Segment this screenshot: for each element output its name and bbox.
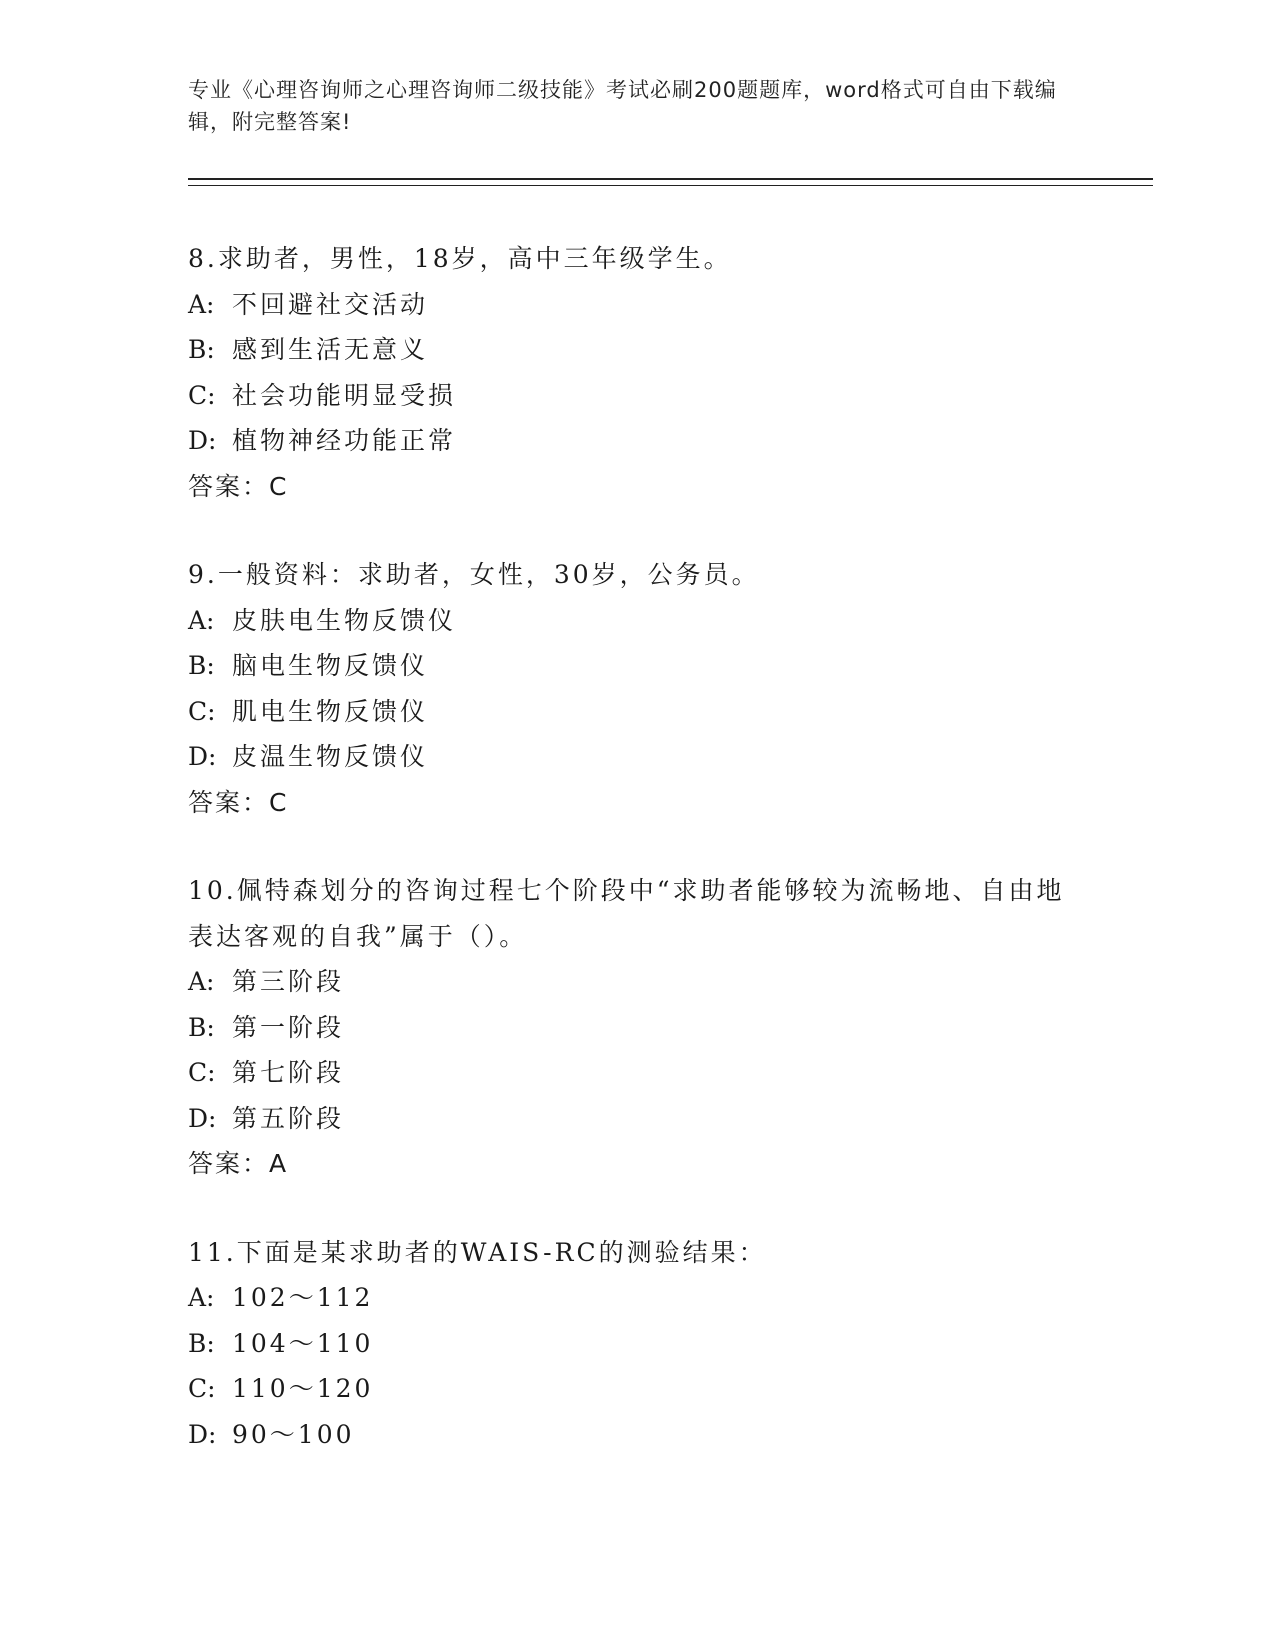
option-a [188, 282, 1088, 328]
question-stem: 10.佩特森划分的咨询过程七个阶段中“求助者能够较为流畅地、自由地表达客观的自我”属于（）。 [188, 876, 1065, 951]
option-letter: A: [188, 1283, 215, 1312]
option-text: 104～110 [232, 1328, 374, 1358]
document-header: 专业《心理咨询师之心理咨询师二级技能》考试必刷200题题库，word格式可自由下载编辑，附完整答案! [188, 78, 1057, 134]
option-text: 第五阶段 [232, 1103, 345, 1133]
option-letter: B: [188, 1012, 215, 1042]
option-d [188, 418, 1088, 464]
option-text: 110～120 [232, 1374, 374, 1403]
option-letter: C: [188, 696, 216, 726]
option-b [188, 643, 1088, 689]
option-b [188, 1321, 1088, 1367]
option-letter: A: [188, 967, 215, 996]
option-text: 植物神经功能正常 [232, 426, 457, 455]
option-b [188, 1005, 1088, 1051]
option-text: 第七阶段 [232, 1058, 345, 1087]
option-letter: D: [188, 426, 217, 455]
option-text: 第三阶段 [232, 967, 345, 996]
option-b [188, 327, 1088, 373]
option-letter: B: [188, 1328, 215, 1358]
option-c [188, 1050, 1088, 1096]
question-list [188, 236, 1088, 1500]
question-10 [188, 868, 1088, 1187]
option-text: 皮肤电生物反馈仪 [232, 605, 457, 635]
question-stem: 9.一般资料：求助者，女性，30岁，公务员。 [188, 560, 760, 589]
question-9 [188, 552, 1088, 825]
option-letter: D: [188, 742, 217, 771]
option-text: 脑电生物反馈仪 [232, 651, 429, 680]
question-11 [188, 1230, 1088, 1458]
option-letter: A: [188, 289, 215, 319]
option-text: 90～100 [232, 1419, 355, 1449]
option-text: 皮温生物反馈仪 [232, 742, 429, 771]
option-d [188, 1096, 1088, 1142]
option-letter: A: [188, 605, 215, 635]
option-c [188, 689, 1088, 735]
question-stem: 11.下面是某求助者的WAIS-RC的测验结果： [188, 1237, 767, 1267]
option-text: 感到生活无意义 [232, 335, 429, 364]
option-letter: C: [188, 1058, 216, 1087]
answer-line: 答案：A [188, 1149, 289, 1178]
answer-line: 答案：C [188, 787, 289, 817]
question-8 [188, 236, 1088, 509]
option-a [188, 1275, 1088, 1321]
question-stem: 8.求助者，男性，18岁，高中三年级学生。 [188, 244, 732, 273]
option-letter: D: [188, 1103, 217, 1133]
header-divider [188, 178, 1153, 186]
option-letter: D: [188, 1419, 217, 1449]
option-letter: B: [188, 651, 215, 680]
option-letter: C: [188, 380, 216, 410]
option-c [188, 373, 1088, 419]
option-text: 102～112 [232, 1283, 374, 1312]
option-d [188, 1412, 1088, 1458]
option-text: 第一阶段 [232, 1012, 345, 1042]
option-text: 肌电生物反馈仪 [232, 696, 429, 726]
option-a [188, 598, 1088, 644]
option-text: 社会功能明显受损 [232, 380, 457, 410]
option-d [188, 734, 1088, 780]
option-letter: B: [188, 335, 215, 364]
answer-line: 答案：C [188, 471, 289, 501]
option-c [188, 1366, 1088, 1412]
option-text: 不回避社交活动 [232, 289, 429, 319]
option-letter: C: [188, 1374, 216, 1403]
option-a [188, 959, 1088, 1005]
